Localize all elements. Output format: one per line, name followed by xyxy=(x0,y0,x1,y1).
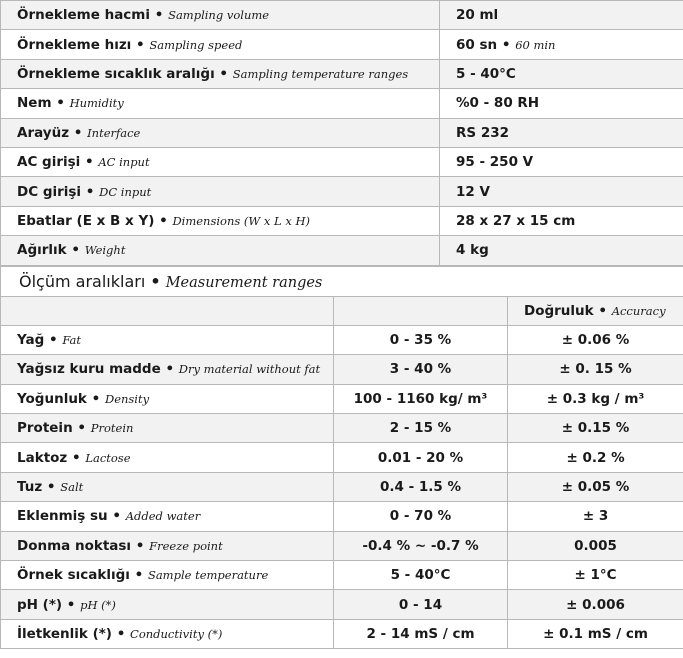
spec-row xyxy=(1,1,683,30)
separator-dot: • xyxy=(112,508,122,525)
measurement-range-text: 2 - 14 mS / cm xyxy=(366,626,475,642)
separator-dot: • xyxy=(135,537,145,554)
spec-value-text: 60 sn xyxy=(456,36,498,53)
spec-label xyxy=(1,89,440,118)
spec-row xyxy=(1,59,683,88)
measurement-accuracy-text: ± 3 xyxy=(582,508,609,525)
measurement-section-title-row xyxy=(1,266,683,296)
separator-dot: • xyxy=(77,420,87,437)
measurement-row xyxy=(1,384,683,413)
spec-label-tr: AC girişi xyxy=(17,154,81,171)
spec-label-tr: Ağırlık xyxy=(17,242,67,259)
spec-label-tr: Örnekleme hacmi xyxy=(17,7,151,24)
spec-value xyxy=(440,118,683,147)
spec-label xyxy=(1,236,440,265)
measurement-label xyxy=(1,472,334,501)
measurement-label-tr: Yağ xyxy=(17,332,45,349)
measurement-range-text: 0 - 35 % xyxy=(389,332,452,349)
spec-label-en: Sampling temperature ranges xyxy=(232,66,409,81)
header-empty-cell xyxy=(1,296,334,325)
measurement-accuracy xyxy=(508,414,683,443)
separator-dot: • xyxy=(49,332,58,349)
measurement-label xyxy=(1,384,334,413)
header-empty-cell xyxy=(334,296,508,325)
measurement-range-text: 0 - 70 % xyxy=(389,508,452,525)
spec-value xyxy=(440,206,683,235)
spec-value-text: 28 x 27 x 15 cm xyxy=(456,212,576,229)
spec-label-en: DC input xyxy=(99,184,152,199)
separator-dot: • xyxy=(66,596,76,613)
spec-label-en: Dimensions (W x L x H) xyxy=(172,213,310,228)
measurement-range-text: 0.01 - 20 % xyxy=(377,449,464,466)
measurement-label-en: Added water xyxy=(125,509,201,524)
measurement-accuracy xyxy=(508,619,683,648)
measurement-label-en: Fat xyxy=(62,333,82,348)
measurement-label-en: Freeze point xyxy=(149,538,223,553)
measurement-label-tr: pH (*) xyxy=(17,596,63,613)
measurement-label-tr: Donma noktası xyxy=(17,537,132,554)
measurement-label-en: Protein xyxy=(90,421,134,436)
separator-dot: • xyxy=(85,154,94,171)
spec-label xyxy=(1,30,440,59)
measurement-label-tr: Eklenmiş su xyxy=(17,508,108,525)
measurement-section-title: Ölçüm aralıkları • Measurement ranges xyxy=(1,266,683,296)
spec-label xyxy=(1,118,440,147)
separator-dot: • xyxy=(165,361,175,378)
spec-label-tr: Arayüz xyxy=(17,124,70,141)
separator-dot: • xyxy=(85,183,95,200)
separator-dot: • xyxy=(71,449,81,466)
measurement-label-tr: Yoğunluk xyxy=(17,390,87,407)
spec-row xyxy=(1,236,683,265)
measurement-accuracy-text: ± 0.05 % xyxy=(561,479,630,496)
spec-value-text: %0 - 80 RH xyxy=(456,95,540,112)
separator-dot: • xyxy=(56,95,65,112)
measurement-label-en: Conductivity (*) xyxy=(130,627,223,641)
spec-value xyxy=(440,236,683,265)
separator-dot: • xyxy=(501,36,511,53)
spec-value xyxy=(440,1,683,30)
spec-row xyxy=(1,89,683,118)
spec-label-en: Sampling volume xyxy=(168,8,270,23)
measurement-accuracy-text: ± 0.1 mS / cm xyxy=(543,626,648,642)
measurement-range xyxy=(334,502,508,531)
spec-label-tr: Örnekleme sıcaklık aralığı xyxy=(17,65,215,82)
spec-row xyxy=(1,177,683,206)
spec-label-tr: DC girişi xyxy=(17,183,82,200)
measurement-accuracy-text: ± 0.15 % xyxy=(561,420,630,437)
measurement-accuracy xyxy=(508,443,683,472)
spec-label-tr: Ebatlar (E x B x Y) xyxy=(17,212,155,229)
measurement-range xyxy=(334,443,508,472)
spec-row xyxy=(1,30,683,59)
spec-value-en: 60 min xyxy=(515,37,556,52)
measurement-label-tr: Yağsız kuru madde xyxy=(17,361,161,378)
spec-label-en: Humidity xyxy=(69,96,124,111)
measurement-label-en: Dry material without fat xyxy=(178,362,321,377)
separator-dot: • xyxy=(73,124,83,141)
measurement-row xyxy=(1,590,683,619)
spec-value-text: RS 232 xyxy=(456,124,509,141)
measurement-accuracy-text: ± 0.2 % xyxy=(566,449,625,466)
measurement-range-text: 2 - 15 % xyxy=(389,420,452,437)
measurement-range-text: -0.4 % ~ -0.7 % xyxy=(362,537,479,554)
measurement-label-tr: Örnek sıcaklığı xyxy=(17,567,130,584)
measurement-range xyxy=(334,414,508,443)
spec-label xyxy=(1,177,440,206)
spec-row xyxy=(1,118,683,147)
spec-value xyxy=(440,89,683,118)
measurement-label-en: pH (*) xyxy=(80,597,116,612)
spec-row xyxy=(1,147,683,176)
measurement-label-en: Lactose xyxy=(85,450,131,465)
separator-dot: • xyxy=(219,65,229,82)
measurement-label-tr: Tuz xyxy=(17,479,43,496)
measurement-label xyxy=(1,531,334,560)
separator-dot: • xyxy=(136,36,145,53)
measurement-row xyxy=(1,561,683,590)
separator-dot: • xyxy=(46,479,56,496)
measurement-label xyxy=(1,619,334,648)
separator-dot: • xyxy=(134,567,144,584)
measurement-row xyxy=(1,443,683,472)
measurement-range xyxy=(334,590,508,619)
spec-value-text: 12 V xyxy=(456,183,490,200)
measurement-accuracy xyxy=(508,590,683,619)
measurement-row xyxy=(1,619,683,648)
measurement-range xyxy=(334,325,508,354)
measurement-label xyxy=(1,414,334,443)
measurement-accuracy xyxy=(508,325,683,354)
spec-value xyxy=(440,147,683,176)
spec-label xyxy=(1,59,440,88)
measurement-accuracy-text: 0.005 xyxy=(574,537,617,554)
measurement-accuracy xyxy=(508,531,683,560)
accuracy-header: Doğruluk • Accuracy xyxy=(508,296,683,325)
separator-dot: • xyxy=(71,242,80,259)
measurement-label xyxy=(1,443,334,472)
measurement-range xyxy=(334,619,508,648)
spec-value xyxy=(440,177,683,206)
measurement-accuracy-text: ± 0.06 % xyxy=(561,332,630,349)
measurement-label-en: Salt xyxy=(60,480,84,495)
separator-dot: • xyxy=(91,390,101,407)
measurement-label-tr: Protein xyxy=(17,420,73,437)
separator-dot: • xyxy=(116,626,126,642)
measurement-row xyxy=(1,472,683,501)
spec-value xyxy=(440,59,683,88)
measurement-accuracy xyxy=(508,472,683,501)
measurement-accuracy xyxy=(508,561,683,590)
measurement-row xyxy=(1,325,683,354)
spec-label xyxy=(1,1,440,30)
spec-value-text: 4 kg xyxy=(456,242,489,259)
measurement-accuracy xyxy=(508,355,683,384)
measurement-label xyxy=(1,590,334,619)
measurement-ranges-table xyxy=(0,266,683,650)
measurement-range-text: 3 - 40 % xyxy=(389,361,452,378)
measurement-range xyxy=(334,355,508,384)
measurement-label xyxy=(1,355,334,384)
spec-value-text: 5 - 40°C xyxy=(456,65,516,82)
measurement-range xyxy=(334,561,508,590)
measurement-accuracy xyxy=(508,384,683,413)
spec-label xyxy=(1,147,440,176)
measurement-range-text: 5 - 40°C xyxy=(390,567,451,584)
measurement-row xyxy=(1,531,683,560)
spec-label-tr: Örnekleme hızı xyxy=(17,36,132,53)
measurement-row xyxy=(1,502,683,531)
spec-label-en: Interface xyxy=(87,125,141,140)
spec-label-tr: Nem xyxy=(17,95,52,112)
measurement-label-en: Density xyxy=(104,391,150,406)
measurement-accuracy-text: ± 0. 15 % xyxy=(559,361,632,378)
measurement-row xyxy=(1,414,683,443)
measurement-range-text: 0 - 14 xyxy=(398,596,443,613)
spec-value-text: 20 ml xyxy=(456,7,499,24)
spec-row xyxy=(1,206,683,235)
measurement-range-text: 100 - 1160 kg/ m³ xyxy=(353,390,488,407)
measurement-label-en: Sample temperature xyxy=(147,568,269,583)
spec-label-en: Sampling speed xyxy=(149,37,243,52)
spec-label-en: AC input xyxy=(98,155,150,170)
measurement-label xyxy=(1,561,334,590)
measurement-accuracy-text: ± 0.3 kg / m³ xyxy=(546,390,645,407)
measurement-label-tr: İletkenlik (*) xyxy=(17,626,112,642)
measurement-range xyxy=(334,472,508,501)
measurement-range-text: 0.4 - 1.5 % xyxy=(379,479,462,496)
measurement-range xyxy=(334,384,508,413)
measurement-accuracy-text: ± 1°C xyxy=(574,567,617,584)
measurement-header-row xyxy=(1,296,683,325)
measurement-accuracy xyxy=(508,502,683,531)
separator-dot: • xyxy=(154,7,164,24)
spec-value-text: 95 - 250 V xyxy=(456,154,534,171)
spec-value xyxy=(440,30,683,59)
spec-label xyxy=(1,206,440,235)
measurement-row xyxy=(1,355,683,384)
measurement-label xyxy=(1,502,334,531)
separator-dot: • xyxy=(159,212,168,229)
measurement-range xyxy=(334,531,508,560)
measurement-accuracy-text: ± 0.006 xyxy=(566,596,625,613)
general-specs-table xyxy=(0,0,683,266)
measurement-label-tr: Laktoz xyxy=(17,449,68,466)
spec-label-en: Weight xyxy=(84,243,126,258)
measurement-label xyxy=(1,325,334,354)
